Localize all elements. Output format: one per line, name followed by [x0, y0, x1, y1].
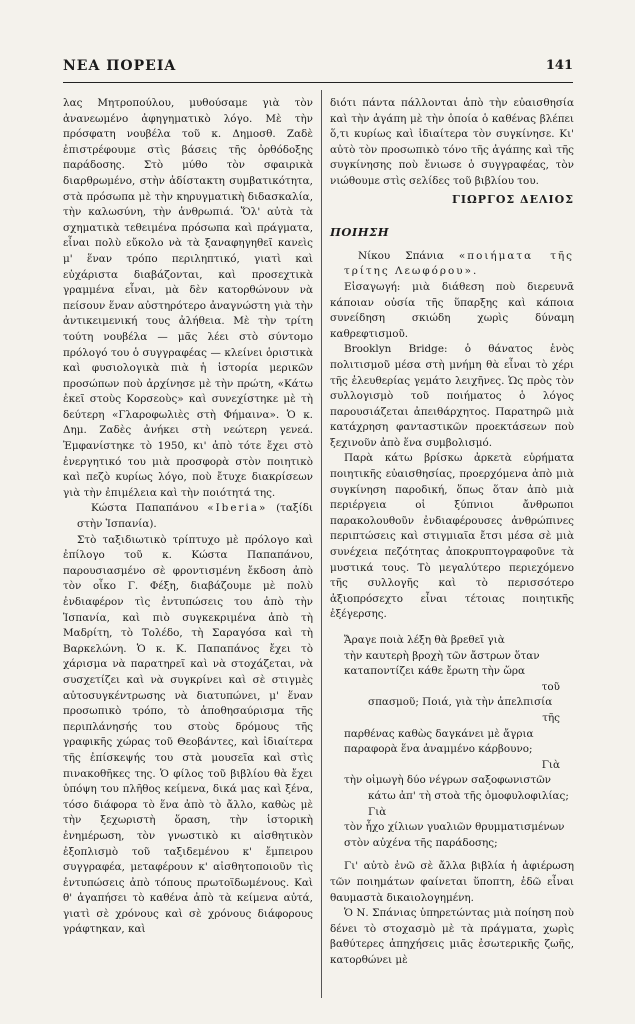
review-paragraph: Στὸ ταξιδιωτικὸ τρίπτυχο μὲ πρόλογο καὶ ἐπίλογο τοῦ κ. Κώστα Παπαπάνου, παρουσιασμένο σὲ φροντισμένη ἔκδοση ἀπὸ τὸν οἶκο Γ. Φέξη, διαβάζουμε μὲ πολὺ ἐνδιαφέρον τὶς ἐντυπώσεις του ἀπὸ τὴν Ἱσπανία, καὶ πιὸ συγκεκριμένα ἀπὸ τὴ Μαδρίτη, τὸ Τολέδο, τὴ Σαραγόσα καὶ τὴ Βαρκελώνη. Ὁ κ. Κ. Παπαπάνος ἔχει τὸ χάρισμα νὰ παρατηρεῖ καὶ νὰ στοχάζεται, νὰ συσχετίζει καὶ νὰ συγκρίνει καὶ σὲ στιγμὲς αὐτοσυγκέντρωσης νὰ διατυπώνει, μ' ἕναν προσωπικὸ τρόπο, τὸ ἀποθησαύρισμα τῆς περιπλάνησής του στοὺς δρόμους τῆς γραφικῆς χώρας τοῦ Θεοβάντες, καὶ ἰδιαίτερα τῆς ἐπίσκεψής του στὰ μουσεῖα καὶ στὶς πινακοθῆκες της. Ὁ φίλος τοῦ βιβλίου θὰ ἔχει ὑπόψη του πλῆθος κείμενα, δικά μας καὶ ξένα, τόσο διάφορα τὸ ἕνα ἀπὸ τὸ ἄλλο, καθὼς μὲ τὴν ξεχωριστὴ ὅραση, τὴν ἱστορικὴ ἐνημέρωση, τὸν γνωστικὸ κι αἰσθητικὸν ἐξοπλισμὸ τοῦ ταξιδεμένου κ' ἔμπειρου συγγραφέα, μεταφέρουν κ' αἰσθητοποιοῦν τὶς ἐντυπώσεις ἀπὸ τόπους πρωτοϊδωμένους. Καὶ θ' ἀγαπήσει τὸ καθένα ἀπὸ τὰ κείμενα αὐτά, γιατὶ σὲ χρόνους καὶ σὲ χρόνους διάφορους γράφτηκαν, καὶ [63, 533, 313, 936]
author-signature: ΓΙΩΡΓΟΣ ΔΕΛΙΟΣ [452, 192, 574, 206]
header-rule [63, 82, 573, 83]
poem-line: κάτω ἀπ' τὴ στοὰ τῆς ὁμοφυλοφιλίας; Γιὰ [368, 789, 569, 818]
poem-line: στὸν αὐχένα τῆς παράδοσης; [344, 836, 498, 849]
poem-line: τοῦ [541, 680, 560, 693]
section-heading: ΠΟΙΗΣΗ [330, 225, 390, 240]
review-paragraph: Brooklyn Bridge: ὁ θάνατος ἑνὸς πολιτισμοῦ μέσα στὴ μνήμη θὰ εἶναι τὸ χέρι τῆς ἐλευθερίας γεμάτο λειχῆνες. Ὡς πρὸς τὸν συλλογισμὸ τοῦ ποιήματος ὁ λόγος παρουσιάζεται ἀπειθάρχητος. Παρατηρῶ μιὰ κατάχρηση φανταστικῶν προεκτάσεων ποὺ ξεχινοῦν ἀπὸ ἕνα συμβολισμό. [330, 343, 574, 449]
book-note: (ταξίδι στὴν Ἱσπανία). [77, 502, 314, 531]
book-author: Κώστα Παπαπάνου [91, 502, 199, 515]
review-paragraph: λας Μητροπούλου, μυθούσαμε γιὰ τὸν ἀνανεωμένο ἀφηγηματικὸ λόγο. Μὲ τὴν πρόσφατη νουβέλα τοῦ κ. Δημοσθ. Ζαδὲ ἐπιστρέφουμε στὶς βάσεις τῆς ὀρθόδοξης παράδοσης. Στὸ μύθο τὸν σφαιρικὰ διαρθρωμένο, στὴν ἀδίστακτη συμβατικότητα, στὰ πρόσωπα μὲ τὴν κηρυγματικὴ διδασκαλία, τὴν καλωσύνη, τὴν ἀνθρωπιά. Ὅλ' αὐτὰ τὰ σχηματικὰ τεθειμένα πρόσωπα καὶ πράγματα, εἶναι πολὺ εὔκολο νὰ τὰ ξαναφηγηθεῖ κανεὶς μ' ἕναν τρόπο περιληπτικό, γιατὶ καὶ εὐχάριστα διαβάζονται, καὶ προσεχτικὰ γραμμένα εἶναι, μὰ δὲν κατορθώνουν νὰ πείσουν ἕναν αὐστηρότερο ἀναγνώστη γιὰ τὴν ἀντικειμενική τους ἀλήθεια. Μὲ τὴν τρίτη τούτη νουβέλα — μᾶς λέει στὸ σύντομο πρόλογό του ὁ συγγραφέας — κλείνει ὁριστικὰ καὶ φυσιολογικὰ πιὰ ἡ ἱστορία μερικῶν προσώπων ποὺ ἀρχίνησε μὲ τὴν πρώτη, «Κάτω ἐκεῖ στοὺς Κορσεοὺς» καὶ συνεχίστηκε μὲ τὴ δεύτερη «Γλαροφωλιὲς στὴ Φήμαινα». Ὁ κ. Δημ. Ζαδὲς ἀνήκει στὴ νεώτερη γενεά. Ἐμφανίστηκε τὸ 1950, κι' ἀπὸ τότε ἔχει στὸ ἐνεργητικό του μιὰ προσφορὰ στὸν ποιητικὸ καὶ πεζὸ κυρίως λόγο, ποὺ ἔτυχε διακρίσεων γιὰ τὴν ἐπιμέλεια καὶ τὴν ποιότητά της. [63, 97, 313, 499]
poem-line: παρθένας καθὼς δαγκάνει μὲ ἄγρια [344, 727, 534, 740]
review-paragraph: Παρὰ κάτω βρίσκω ἀρκετὰ εὑρήματα ποιητικῆς εὐαισθησίας, προερχόμενα ἀπὸ μιὰ συγκίνηση παροδική, ὅπως ὅταν ἀπὸ μιὰ περιέργεια οἱ ξύπνιοι ἄνθρωποι παρακολουθοῦν ἐνδιαφέρουσες ἀνθρώπινες περιπτώσεις καὶ στιγμιαῖα ἔτσι μέσα σὲ μιὰ συνέχεια πεζότητας ἀποκρυπτογραφοῦνε τὰ μυστικά τους. Τὸ μεγαλύτερο περιεχόμενο τῆς συλλογῆς καὶ τὸ περισσότερο ἀξιοπρόσεχτο εἶναι τέτοιας ποιητικῆς ἐξέγερσης. [330, 452, 574, 621]
poem-line: Γιὰ [541, 758, 560, 771]
poem-line: τὴν οἰμωγὴ δύο νέγρων σαξοφωνιστῶν [344, 774, 551, 787]
page-number: 141 [545, 58, 573, 73]
poem-line: καταποντίζει κάθε ἔρωτη τὴν ὥρα [344, 665, 525, 678]
poem-line: παραφορὰ ἕνα ἀναμμένο κάρβουνο; [344, 743, 533, 756]
review-paragraph: διότι πάντα πάλλονται ἀπὸ τὴν εὐαισθησία καὶ τὴν ἀγάπη μὲ τὴν ὁποία ὁ καθένας βλέπει ὅ,τι κυρίως καὶ ἰδιαίτερα τὸν συγκίνησε. Κι' αὐτὸ τὸν προσωπικὸ τόνο τῆς ἀγάπης καὶ τῆς συγκίνησης ποὺ ἔνιωσε ὁ συγγραφέας, τὸν νιώθουμε στὶς σελίδες τοῦ βιβλίου του. [330, 97, 574, 187]
poem-line: τὴν καυτερὴ βροχὴ τῶν ἄστρων ὅταν [344, 649, 540, 662]
book-author: Νίκου Σπάνια [358, 249, 444, 262]
review-paragraph: Γι' αὐτὸ ἐνῶ σὲ ἄλλα βιβλία ἡ ἀφιέρωση τῶν ποιημάτων φαίνεται ὕποπτη, ἐδῶ εἶναι θαυμαστὰ δικαιολογημένη. [330, 860, 574, 904]
column-divider [321, 90, 322, 998]
book-title: «ποιήματα τῆς τρίτης Λεωφόρου». [344, 249, 574, 278]
book-heading [63, 501, 313, 532]
poem-line: σπασμοῦ; Ποιά, γιὰ τὴν ἀπελπισία [368, 696, 553, 709]
review-paragraph: Ὁ Ν. Σπάνιας ὑπηρετώντας μιὰ ποίηση ποὺ δένει τὸ στοχασμὸ μὲ τὰ πράγματα, χωρὶς βαθύτερες ἀπηχήσεις μιᾶς ἐσωτερικῆς ζωῆς, κατορθώνει μὲ [330, 907, 574, 966]
poem-line: Ἄραγε ποιὰ λέξη θὰ βρεθεῖ γιὰ [344, 634, 505, 646]
review-paragraph: Εἰσαγωγή: μιὰ διάθεση ποὺ διερευνᾶ κάποιαν οὐσία τῆς ὕπαρξης καὶ κάποια συνείδηση σκιώδη χωρὶς δύναμη καθρεφτισμοῦ. [330, 280, 574, 340]
poem-quote [330, 633, 574, 851]
left-column [63, 96, 313, 938]
book-heading [330, 249, 574, 280]
journal-title: ΝΕΑ ΠΟΡΕΙΑ [63, 58, 177, 74]
right-column [330, 96, 574, 968]
page-header [63, 58, 573, 80]
poem-line: τῆς [542, 711, 560, 724]
poem-line: τὸν ἦχο χίλιων γυαλιῶν θρυμματισμένων [344, 821, 565, 834]
book-title: «Iberia» [207, 502, 268, 515]
